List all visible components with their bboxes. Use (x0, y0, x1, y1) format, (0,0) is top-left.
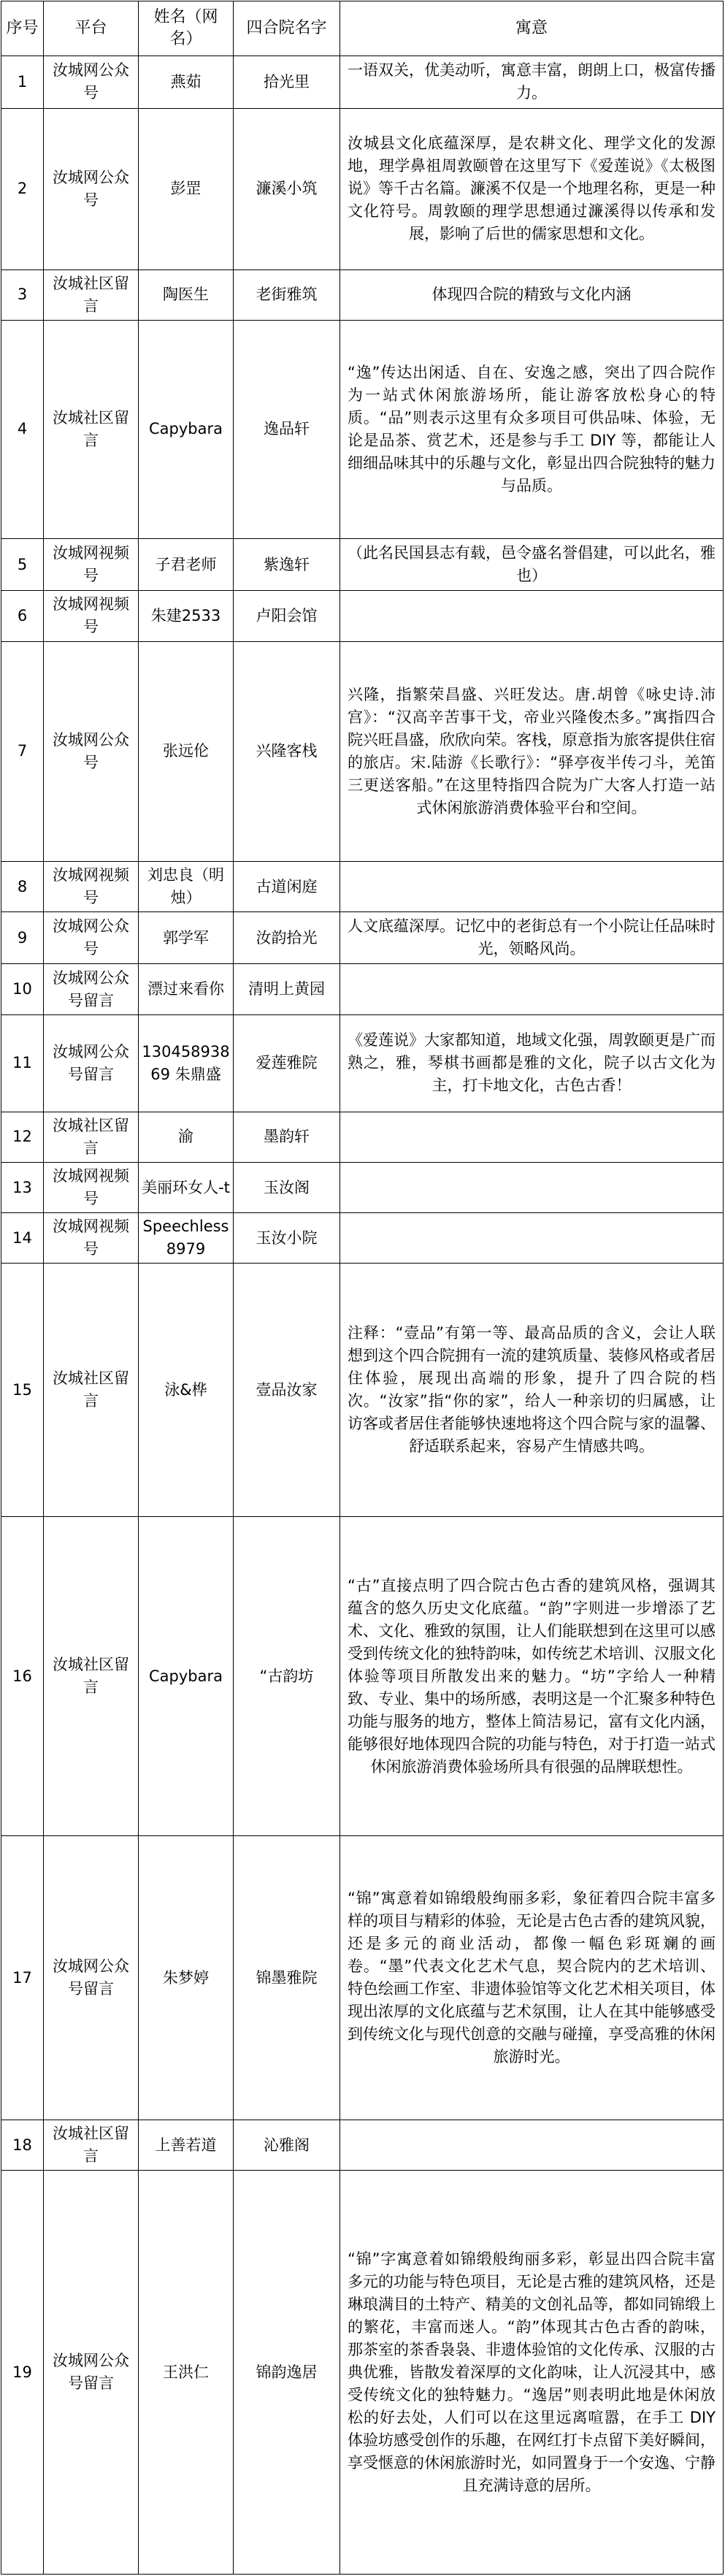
table-row (1, 270, 724, 320)
naming-table-sheet (1, 1, 723, 2575)
row-name: 燕茹 (139, 56, 234, 108)
row-meaning: 人文底蕴深厚。记忆中的老街总有一个小院让任品味时光，领略风尚。 (340, 912, 724, 964)
row-courtyard: 兴隆客栈 (234, 641, 340, 861)
row-platform: 汝城网视频号 (44, 1213, 139, 1264)
row-meaning: 兴隆，指繁荣昌盛、兴旺发达。唐.胡曾《咏史诗.沛宫》：“汉高辛苦事干戈，帝业兴隆俊杰多。”寓指四合院兴旺昌盛，欣欣向荣。客栈，原意指为旅客提供住宿的旅店。宋.陆游《长歌行》：“驿亭夜半传刁斗，羌笛三更送客船。”在这里特指四合院为广大客人打造一站式休闲旅游消费体验平台和空间。 (340, 641, 724, 861)
table-row (1, 320, 724, 538)
header-platform: 平台 (44, 1, 139, 56)
row-name: 漂过来看你 (139, 964, 234, 1014)
row-no: 9 (1, 912, 44, 964)
table-row (1, 1112, 724, 1162)
row-meaning: 体现四合院的精致与文化内涵 (340, 270, 724, 320)
row-courtyard: 玉汝小院 (234, 1213, 340, 1264)
table-row (1, 56, 724, 108)
table-row (1, 2120, 724, 2171)
row-courtyard: 濂溪小筑 (234, 108, 340, 270)
table-row (1, 862, 724, 912)
row-courtyard: 玉汝阁 (234, 1162, 340, 1212)
row-meaning: 汝城县文化底蕴深厚，是农耕文化、理学文化的发源地，理学鼻祖周敦颐曾在这里写下《爱莲说》《太极图说》等千古名篇。濂溪不仅是一个地理名称，更是一种文化符号。周敦颐的理学思想通过濂溪得以传承和发展，影响了后世的儒家思想和文化。 (340, 108, 724, 270)
row-name: 张远伦 (139, 641, 234, 861)
row-no: 8 (1, 862, 44, 912)
row-name: 美丽环女人-t (139, 1162, 234, 1212)
row-name: 朱建2533 (139, 591, 234, 641)
row-no: 3 (1, 270, 44, 320)
table-row (1, 1213, 724, 1264)
table-row (1, 1264, 724, 1517)
row-meaning (340, 964, 724, 1014)
row-name: 王洪仁 (139, 2171, 234, 2575)
row-platform: 汝城社区留言 (44, 1112, 139, 1162)
row-name: 陶医生 (139, 270, 234, 320)
row-courtyard: 壹品汝家 (234, 1264, 340, 1517)
row-name: 彭罡 (139, 108, 234, 270)
row-courtyard: 卢阳会馆 (234, 591, 340, 641)
row-meaning (340, 591, 724, 641)
table-row (1, 1162, 724, 1212)
table-row (1, 539, 724, 591)
row-name: Capybara (139, 320, 234, 538)
row-name: 子君老师 (139, 539, 234, 591)
row-platform: 汝城社区留言 (44, 270, 139, 320)
row-platform: 汝城网公众号留言 (44, 964, 139, 1014)
row-platform: 汝城社区留言 (44, 320, 139, 538)
row-meaning: “锦”寓意着如锦缎般绚丽多彩，象征着四合院丰富多样的项目与精彩的体验，无论是古色古香的建筑风貌，还是多元的商业活动，都像一幅色彩斑斓的画卷。“墨”代表文化艺术气息，契合院内的艺术培训、特色绘画工作室、非遗体验馆等文化艺术相关项目，体现出浓厚的文化底蕴与艺术氛围，让人在其中能够感受到传统文化与现代创意的交融与碰撞，享受高雅的休闲旅游时光。 (340, 1835, 724, 2120)
row-platform: 汝城网视频号 (44, 591, 139, 641)
row-courtyard: 沁雅阁 (234, 2120, 340, 2171)
row-meaning (340, 2120, 724, 2171)
table-row (1, 2171, 724, 2575)
table-row (1, 1014, 724, 1112)
row-no: 15 (1, 1264, 44, 1517)
row-name: Capybara (139, 1517, 234, 1836)
courtyard-naming-table (1, 1, 724, 2575)
row-no: 19 (1, 2171, 44, 2575)
row-meaning: “古”直接点明了四合院古色古香的建筑风格，强调其蕴含的悠久历史文化底蕴。“韵”字则进一步增添了艺术、文化、雅致的氛围，让人们能联想到在这里可以感受到传统文化的独特韵味，如传统艺术培训、汉服文化体验等项目所散发出来的魅力。“坊”字给人一种精致、专业、集中的场所感，表明这是一个汇聚多种特色功能与服务的地方，整体上简洁易记，富有文化内涵，能够很好地体现四合院的功能与特色，对于打造一站式休闲旅游消费体验场所具有很强的品牌联想性。 (340, 1517, 724, 1836)
row-courtyard: 墨韵轩 (234, 1112, 340, 1162)
row-platform: 汝城社区留言 (44, 1517, 139, 1836)
table-row (1, 1517, 724, 1836)
row-no: 6 (1, 591, 44, 641)
header-courtyard: 四合院名字 (234, 1, 340, 56)
row-platform: 汝城网公众号 (44, 641, 139, 861)
row-platform: 汝城网公众号 (44, 108, 139, 270)
row-name: 13045893869 朱鼎盛 (139, 1014, 234, 1112)
row-meaning: 一语双关，优美动听，寓意丰富，朗朗上口，极富传播力。 (340, 56, 724, 108)
row-no: 16 (1, 1517, 44, 1836)
row-name: 郭学军 (139, 912, 234, 964)
row-name: 泳&桦 (139, 1264, 234, 1517)
row-platform: 汝城网视频号 (44, 539, 139, 591)
row-name: 刘忠良（明烛） (139, 862, 234, 912)
row-meaning: （此名民国县志有载，邑令盛名誉倡建，可以此名，雅也） (340, 539, 724, 591)
row-courtyard: 紫逸轩 (234, 539, 340, 591)
row-name: 朱梦婷 (139, 1835, 234, 2120)
header-meaning: 寓意 (340, 1, 724, 56)
row-no: 5 (1, 539, 44, 591)
row-no: 7 (1, 641, 44, 861)
row-courtyard: 锦韵逸居 (234, 2171, 340, 2575)
row-platform: 汝城网公众号留言 (44, 1014, 139, 1112)
header-no: 序号 (1, 1, 44, 56)
row-courtyard: 爱莲雅院 (234, 1014, 340, 1112)
row-courtyard: 古道闲庭 (234, 862, 340, 912)
row-name: 渝 (139, 1112, 234, 1162)
row-no: 18 (1, 2120, 44, 2171)
row-courtyard: 逸品轩 (234, 320, 340, 538)
row-no: 4 (1, 320, 44, 538)
row-platform: 汝城社区留言 (44, 1264, 139, 1517)
row-courtyard: 锦墨雅院 (234, 1835, 340, 2120)
table-row (1, 1835, 724, 2120)
table-row (1, 964, 724, 1014)
header-name: 姓名（网名） (139, 1, 234, 56)
row-courtyard: 老街雅筑 (234, 270, 340, 320)
row-meaning (340, 1162, 724, 1212)
row-name: 上善若道 (139, 2120, 234, 2171)
row-meaning: “锦”字寓意着如锦缎般绚丽多彩，彰显出四合院丰富多元的功能与特色项目，无论是古雅的建筑风格，还是琳琅满目的土特产、精美的文创礼品等，都如同锦缎上的繁花，丰富而迷人。“韵”体现其古色古香的韵味，那茶室的茶香袅袅、非遗体验馆的文化传承、汉服的古典优雅，皆散发着深厚的文化韵味，让人沉浸其中，感受传统文化的独特魅力。“逸居”则表明此地是休闲放松的好去处，人们可以在这里远离喧嚣，在手工 DIY 体验坊感受创作的乐趣，在网红打卡点留下美好瞬间，享受惬意的休闲旅游时光，如同置身于一个安逸、宁静且充满诗意的居所。 (340, 2171, 724, 2575)
row-no: 1 (1, 56, 44, 108)
row-platform: 汝城网公众号留言 (44, 1835, 139, 2120)
row-courtyard: “古韵坊 (234, 1517, 340, 1836)
row-platform: 汝城网公众号 (44, 56, 139, 108)
row-meaning: “逸”传达出闲适、自在、安逸之感，突出了四合院作为一站式休闲旅游场所，能让游客放松身心的特质。“品”则表示这里有众多项目可供品味、体验，无论是品茶、赏艺术，还是参与手工 DIY 等，都能让人细细品味其中的乐趣与文化，彰显出四合院独特的魅力与品质。 (340, 320, 724, 538)
row-courtyard: 拾光里 (234, 56, 340, 108)
row-courtyard: 汝韵拾光 (234, 912, 340, 964)
row-no: 14 (1, 1213, 44, 1264)
row-no: 17 (1, 1835, 44, 2120)
table-row (1, 912, 724, 964)
row-platform: 汝城网公众号 (44, 912, 139, 964)
row-no: 2 (1, 108, 44, 270)
row-meaning (340, 1213, 724, 1264)
row-meaning (340, 1112, 724, 1162)
row-platform: 汝城网公众号留言 (44, 2171, 139, 2575)
row-platform: 汝城网视频号 (44, 862, 139, 912)
row-platform: 汝城社区留言 (44, 2120, 139, 2171)
row-no: 13 (1, 1162, 44, 1212)
row-no: 11 (1, 1014, 44, 1112)
table-row (1, 591, 724, 641)
row-platform: 汝城网视频号 (44, 1162, 139, 1212)
table-row (1, 108, 724, 270)
row-meaning: 《爱莲说》大家都知道，地域文化强，周敦颐更是广而熟之，雅，琴棋书画都是雅的文化，院子以古文化为主，打卡地文化，古色古香！ (340, 1014, 724, 1112)
row-courtyard: 清明上黄园 (234, 964, 340, 1014)
row-meaning: 注释：“壹品”有第一等、最高品质的含义，会让人联想到这个四合院拥有一流的建筑质量、装修风格或者居住体验，展现出高端的形象，提升了四合院的档次。“汝家”指“你的家”，给人一种亲切的归属感，让访客或者居住者能够快速地将这个四合院与家的温馨、舒适联系起来，容易产生情感共鸣。 (340, 1264, 724, 1517)
row-no: 10 (1, 964, 44, 1014)
row-meaning (340, 862, 724, 912)
row-name: Speechless8979 (139, 1213, 234, 1264)
table-row (1, 641, 724, 861)
header-row (1, 1, 724, 56)
row-no: 12 (1, 1112, 44, 1162)
